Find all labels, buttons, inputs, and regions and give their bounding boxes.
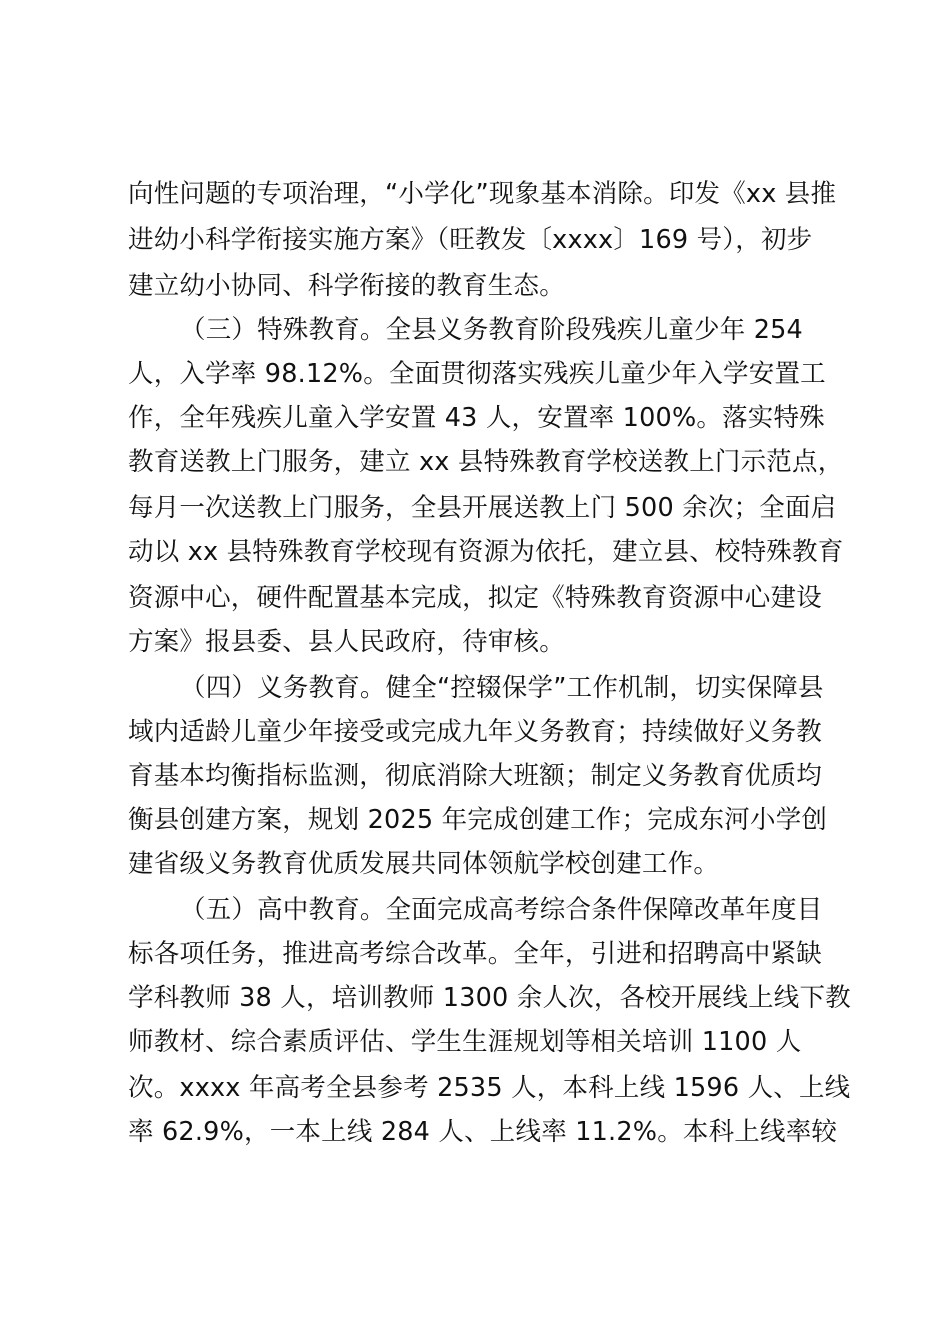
section-heading-line: （三）特殊教育。全县义务教育阶段残疾儿童少年 254	[180, 315, 803, 345]
text-line: 资源中心，硬件配置基本完成，拟定《特殊教育资源中心建设	[128, 583, 822, 613]
text-line: 域内适龄儿童少年接受或完成九年义务教育；持续做好义务教	[128, 717, 822, 747]
text-line: 作，全年残疾儿童入学安置 43 人，安置率 100%。落实特殊	[128, 403, 825, 433]
text-line: 次。xxxx 年高考全县参考 2535 人，本科上线 1596 人、上线	[128, 1073, 851, 1103]
text-line: 人，入学率 98.12%。全面贯彻落实残疾儿童少年入学安置工	[128, 359, 826, 389]
text-line: 建立幼小协同、科学衔接的教育生态。	[128, 271, 565, 301]
text-line: 育基本均衡指标监测，彻底消除大班额；制定义务教育优质均	[128, 761, 822, 791]
text-line: 率 62.9%，一本上线 284 人、上线率 11.2%。本科上线率较	[128, 1117, 838, 1147]
text-line: 方案》报县委、县人民政府，待审核。	[128, 627, 565, 657]
text-line: 标各项任务，推进高考综合改革。全年，引进和招聘高中紧缺	[128, 939, 822, 969]
text-line: 向性问题的专项治理，“小学化”现象基本消除。印发《xx 县推	[128, 179, 837, 209]
section-heading-line: （五）高中教育。全面完成高考综合条件保障改革年度目	[180, 895, 823, 925]
text-line: 学科教师 38 人，培训教师 1300 余人次，各校开展线上线下教	[128, 983, 851, 1013]
text-line: 建省级义务教育优质发展共同体领航学校创建工作。	[128, 849, 720, 879]
text-line: 每月一次送教上门服务，全县开展送教上门 500 余次；全面启	[128, 493, 837, 523]
text-line: 动以 xx 县特殊教育学校现有资源为依托，建立县、校特殊教育	[128, 537, 844, 567]
section-heading-line: （四）义务教育。健全“控辍保学”工作机制，切实保障县	[180, 673, 824, 703]
text-line: 教育送教上门服务，建立 xx 县特殊教育学校送教上门示范点，	[128, 447, 844, 477]
text-line: 进幼小科学衔接实施方案》（旺教发〔xxxx〕169 号），初步	[128, 225, 813, 255]
text-line: 衡县创建方案，规划 2025 年完成创建工作；完成东河小学创	[128, 805, 828, 835]
text-line: 师教材、综合素质评估、学生生涯规划等相关培训 1100 人	[128, 1027, 802, 1057]
